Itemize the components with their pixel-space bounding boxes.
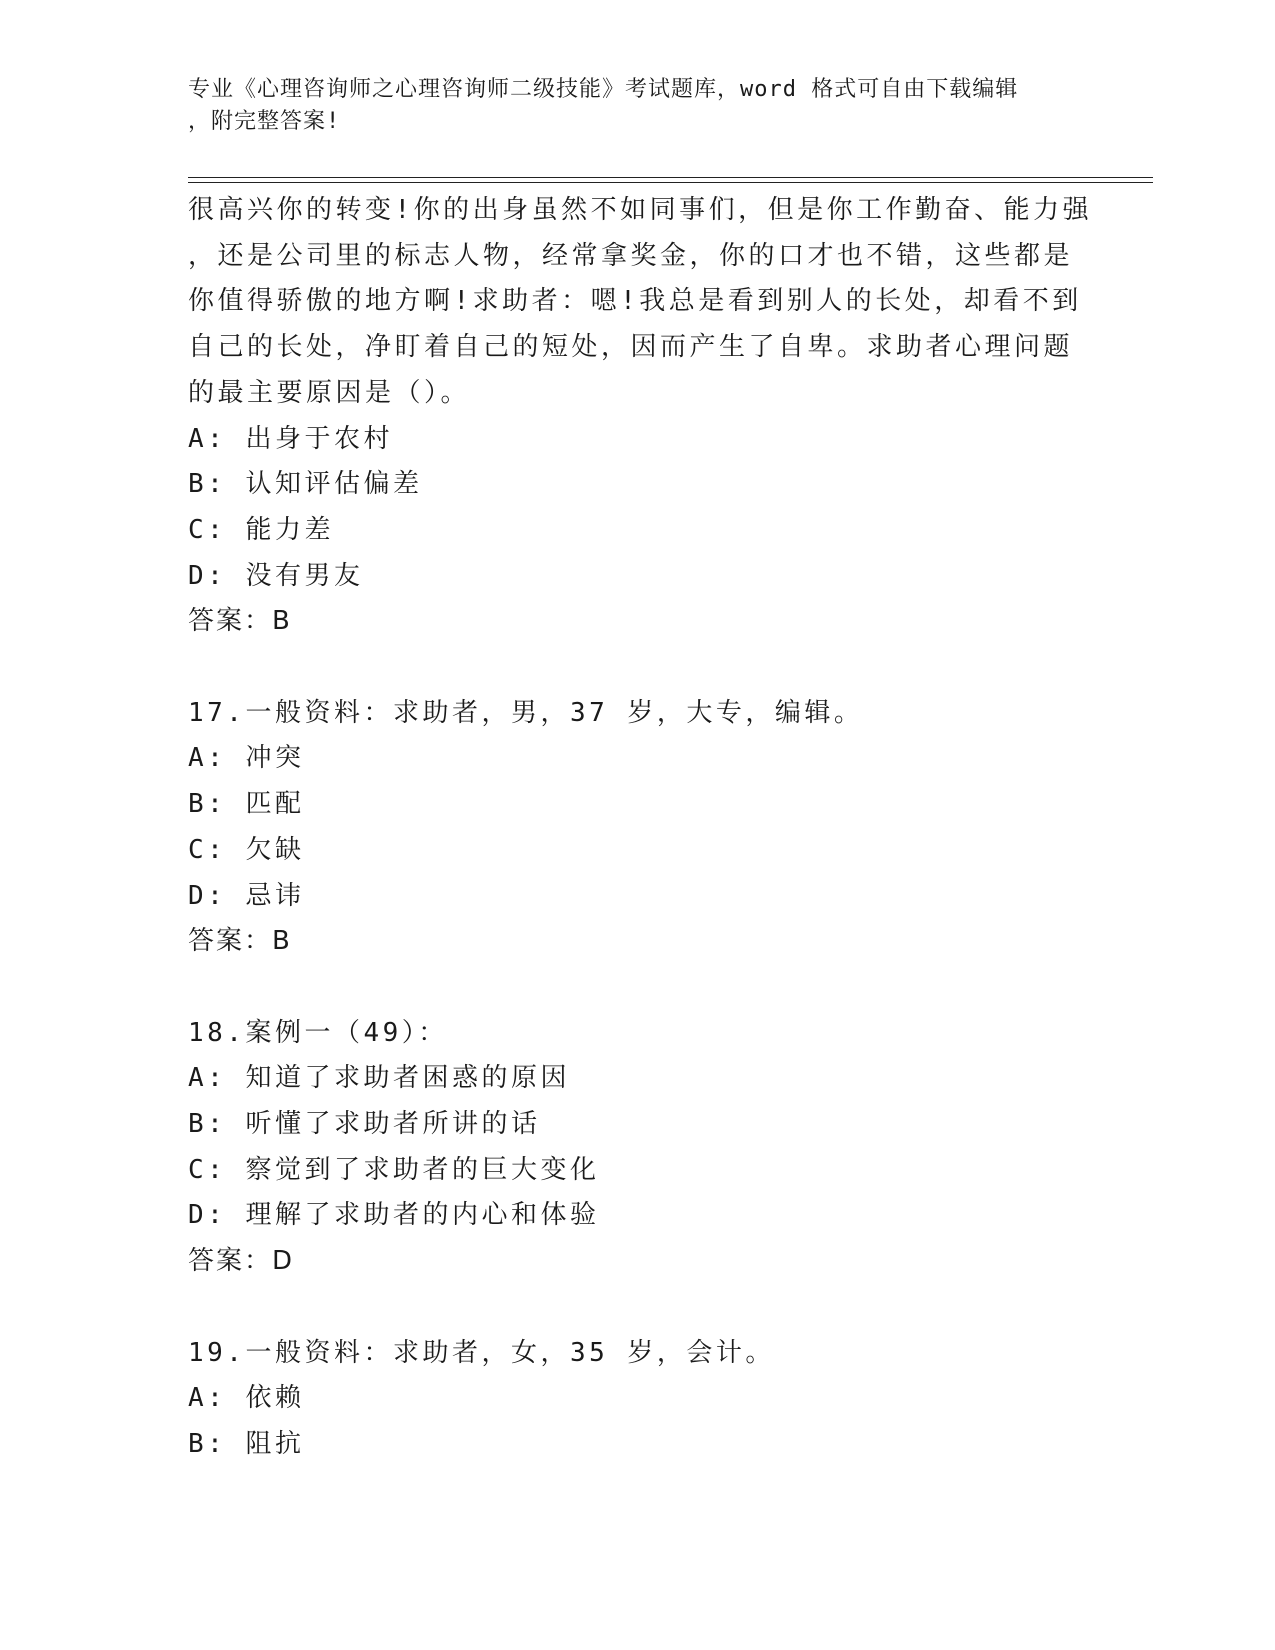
header-line-2: ，附完整答案! [188,109,341,134]
question-18 [188,1011,1068,1285]
question-stem: 17.一般资料：求助者，男，37 岁，大专，编辑。 [188,697,864,728]
option-d: D: 忌讳 [188,880,305,911]
option-b: B: 听懂了求助者所讲的话 [188,1109,541,1140]
spacer [188,965,1068,1011]
answer: 答案：B [188,606,292,637]
spacer [188,1285,1068,1331]
question-17 [188,691,1068,965]
option-a: A: 依赖 [188,1383,305,1414]
question-text-line: 自己的长处，净盯着自己的短处，因而产生了自卑。求助者心理问题 [188,332,1074,363]
question-stem: 18.案例一（49）： [188,1017,448,1048]
question-text-line: 你值得骄傲的地方啊!求助者：嗯!我总是看到别人的长处，却看不到 [188,286,1082,317]
question-text-line: ，还是公司里的标志人物，经常拿奖金，你的口才也不错，这些都是 [188,240,1074,271]
option-c: C: 察觉到了求助者的巨大变化 [188,1154,600,1185]
answer: 答案：D [188,1246,295,1277]
spacer [188,645,1068,691]
question-text-line: 的最主要原因是（）。 [188,377,471,408]
question-19 [188,1331,1068,1468]
option-b: B: 匹配 [188,789,305,820]
header-rule-bottom [188,182,1153,183]
option-d: D: 理解了求助者的内心和体验 [188,1200,600,1231]
option-d: D: 没有男友 [188,560,364,591]
option-a: A: 知道了求助者困惑的原因 [188,1063,570,1094]
option-c: C: 欠缺 [188,834,305,865]
option-a: A: 出身于农村 [188,423,393,454]
question-stem: 19.一般资料：求助者，女，35 岁，会计。 [188,1337,775,1368]
header-line-1: 专业《心理咨询师之心理咨询师二级技能》考试题库，word 格式可自由下载编辑 [188,77,1019,102]
option-b: B: 认知评估偏差 [188,469,423,500]
answer: 答案：B [188,926,292,957]
question-list [188,188,1093,1468]
question-text-line: 很高兴你的转变!你的出身虽然不如同事们，但是你工作勤奋、能力强 [188,195,1093,225]
header-rule-top [188,177,1153,178]
option-a: A: 冲突 [188,743,305,774]
option-b: B: 阻抗 [188,1428,305,1459]
document-header [188,74,1088,138]
question-16 [188,188,1093,645]
option-c: C: 能力差 [188,514,334,545]
